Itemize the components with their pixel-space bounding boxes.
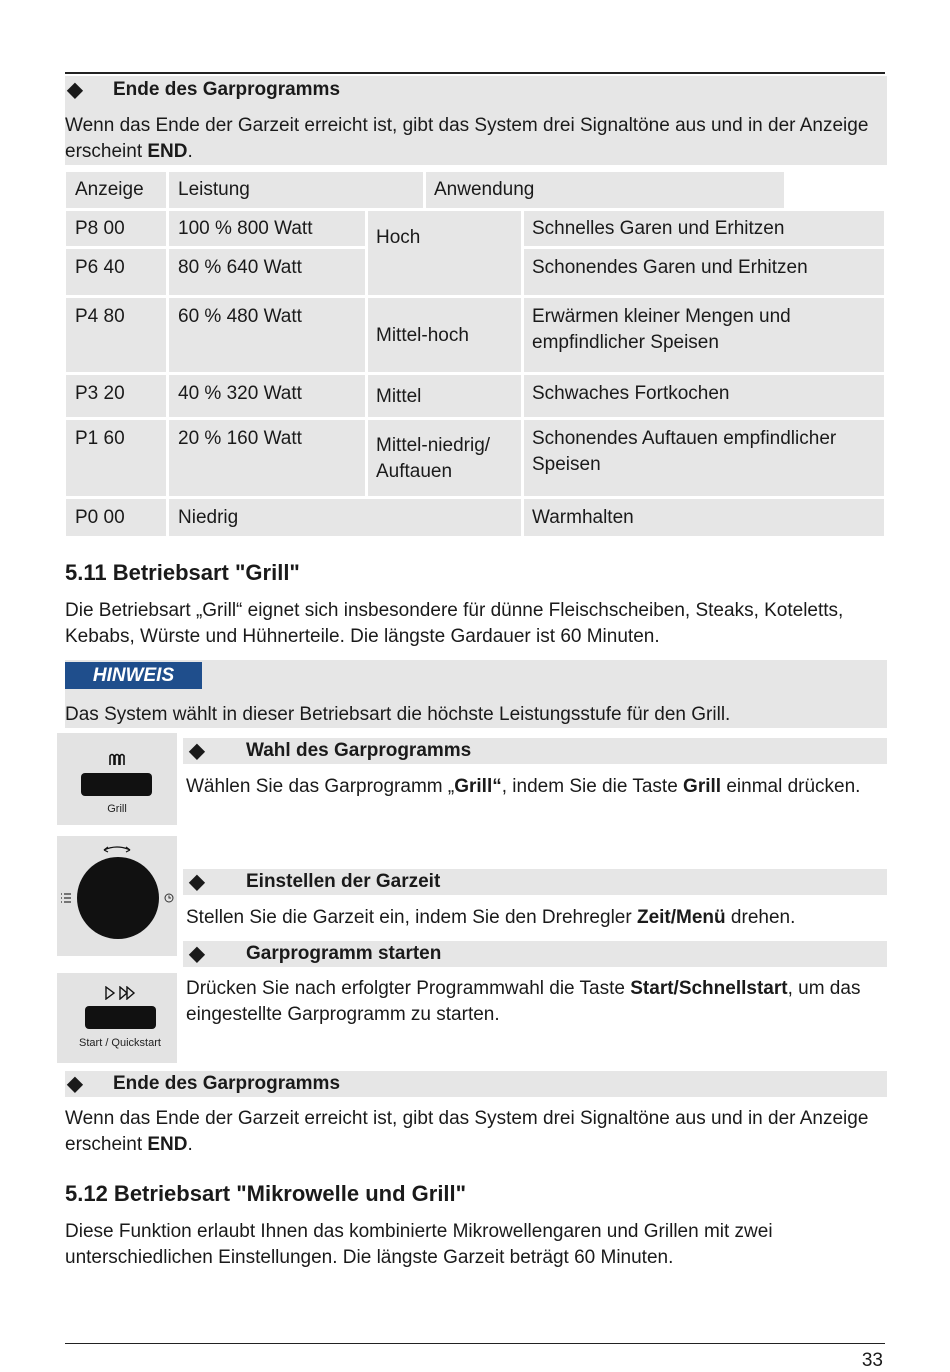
table-header-anwendung: Anwendung bbox=[426, 172, 784, 208]
diamond-bullet-icon: ◆ bbox=[189, 740, 205, 762]
time-menu-knob-panel bbox=[57, 836, 177, 956]
table-cell-anwendung: Schonendes Garen und Erhitzen bbox=[524, 249, 884, 295]
microwave-grill-intro: Diese Funktion erlaubt Ihnen das kombinierte Mikrowellengaren und Grillen mit zwei unterschiedlichen Einstellungen. Die längste Garzeit beträgt 60 Minuten. bbox=[65, 1221, 773, 1268]
diamond-bullet-icon: ◆ bbox=[67, 1073, 83, 1095]
end-program-text-top: Wenn das Ende der Garzeit erreicht ist, gibt das System drei Signaltöne aus und in der Anzeige erscheint END. bbox=[65, 115, 869, 162]
section-title-grill: 5.11 Betriebsart "Grill" bbox=[65, 560, 300, 585]
section-title-microwave-grill: 5.12 Betriebsart "Mikrowelle und Grill" bbox=[65, 1181, 467, 1206]
table-cell-leistung: Niedrig bbox=[169, 499, 521, 536]
menu-list-icon bbox=[61, 893, 72, 903]
grill-button-label: Grill bbox=[107, 803, 127, 815]
select-program-heading: ◆ Wahl des Garprogramms bbox=[183, 738, 887, 764]
table-row: P1 60 bbox=[66, 420, 166, 496]
grill-heat-icon bbox=[108, 753, 126, 767]
table-cell-stufe: Mittel-niedrig/ Auftauen bbox=[368, 420, 521, 496]
grill-button-panel bbox=[57, 733, 177, 825]
table-row: P8 00 bbox=[66, 211, 166, 246]
table-cell-leistung: 80 % 640 Watt bbox=[169, 249, 365, 295]
start-button-label: Start / Quickstart bbox=[79, 1037, 161, 1049]
start-program-heading: ◆ Garprogramm starten bbox=[183, 941, 887, 967]
table-cell-leistung: 60 % 480 Watt bbox=[169, 298, 365, 372]
grill-button[interactable] bbox=[81, 773, 152, 796]
diamond-bullet-icon: ◆ bbox=[189, 943, 205, 965]
start-button-panel bbox=[57, 973, 177, 1063]
table-cell-anwendung: Schnelles Garen und Erhitzen bbox=[524, 211, 884, 246]
clock-icon bbox=[164, 893, 174, 903]
set-time-heading: ◆ Einstellen der Garzeit bbox=[183, 869, 887, 895]
table-row: P6 40 bbox=[66, 249, 166, 295]
select-program-text: Wählen Sie das Garprogramm „Grill“, indem Sie die Taste Grill einmal drücken. bbox=[186, 776, 861, 797]
table-row: P3 20 bbox=[66, 375, 166, 417]
table-cell-anwendung: Schonendes Auftauen empfindlicher Speisen bbox=[524, 420, 884, 496]
table-header-anzeige: Anzeige bbox=[66, 172, 166, 208]
table-cell-anwendung: Erwärmen kleiner Mengen und empfindlicher Speisen bbox=[524, 298, 884, 372]
table-cell-anwendung: Warmhalten bbox=[524, 499, 884, 536]
time-menu-knob[interactable] bbox=[77, 857, 159, 939]
table-header-leistung: Leistung bbox=[169, 172, 423, 208]
end-program-text: Wenn das Ende der Garzeit erreicht ist, gibt das System drei Signaltöne aus und in der Anzeige erscheint END. bbox=[65, 1108, 869, 1155]
top-rule bbox=[65, 72, 885, 74]
hinweis-label: HINWEIS bbox=[65, 662, 202, 689]
table-row: P4 80 bbox=[66, 298, 166, 372]
table-cell-stufe: Mittel bbox=[368, 375, 521, 417]
table-cell-stufe: Hoch bbox=[368, 211, 521, 295]
table-cell-anwendung: Schwaches Fortkochen bbox=[524, 375, 884, 417]
table-row: P0 00 bbox=[66, 499, 166, 536]
end-program-heading-top: ◆ Ende des Garprogramms bbox=[65, 77, 887, 103]
start-program-text: Drücken Sie nach erfolgter Programmwahl die Taste Start/Schnellstart, um das eingestellte Garprogramm zu starten. bbox=[186, 978, 861, 1025]
start-quickstart-button[interactable] bbox=[85, 1006, 156, 1029]
grill-intro: Die Betriebsart „Grill“ eignet sich insbesondere für dünne Fleischscheiben, Steaks, Koteletts, Kebabs, Würste und Hühnerteile. Die längste Gardauer ist 60 Minuten. bbox=[65, 600, 844, 647]
table-cell-leistung: 20 % 160 Watt bbox=[169, 420, 365, 496]
hinweis-text: Das System wählt in dieser Betriebsart die höchste Leistungsstufe für den Grill. bbox=[65, 704, 731, 725]
page-number: 33 bbox=[861, 1350, 883, 1371]
diamond-bullet-icon: ◆ bbox=[67, 79, 83, 101]
table-cell-leistung: 40 % 320 Watt bbox=[169, 375, 365, 417]
table-cell-leistung: 100 % 800 Watt bbox=[169, 211, 365, 246]
set-time-text: Stellen Sie die Garzeit ein, indem Sie den Drehregler Zeit/Menü drehen. bbox=[186, 907, 796, 928]
end-program-heading: ◆ Ende des Garprogramms bbox=[65, 1071, 887, 1097]
table-cell-stufe: Mittel-hoch bbox=[368, 298, 521, 372]
rotate-arrows-icon bbox=[102, 844, 132, 854]
play-fastforward-icon bbox=[104, 986, 136, 1000]
bottom-rule bbox=[65, 1343, 885, 1344]
diamond-bullet-icon: ◆ bbox=[189, 871, 205, 893]
